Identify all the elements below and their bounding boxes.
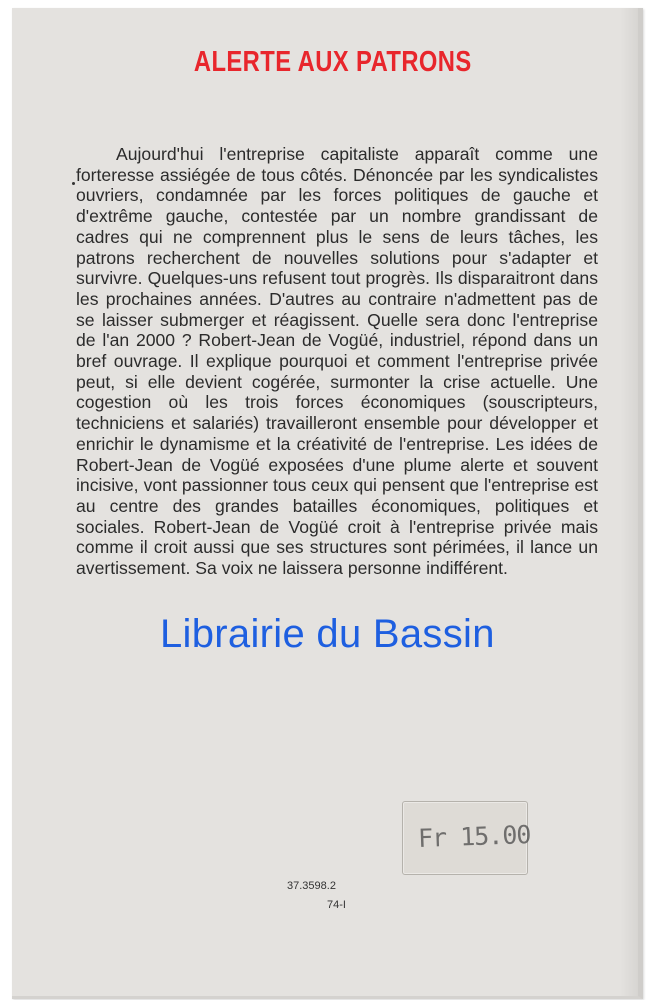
- catalog-code: 37.3598.2: [287, 880, 336, 892]
- bookshop-watermark: Librairie du Bassin: [160, 612, 495, 656]
- book-edge: [620, 8, 638, 996]
- book-title: ALERTE AUX PATRONS: [193, 46, 472, 78]
- print-speck: [72, 182, 75, 185]
- print-code: 74-I: [327, 899, 346, 911]
- price-label: Fr 15.00: [417, 820, 531, 853]
- blurb-paragraph: Aujourd'hui l'entreprise capitaliste apparaît comme une forteresse assiégée de tous côtés. Dénoncée par les syndicalistes ouvriers, condamnée par les forces politiques de gauche et d'extrême gauche, contestée par un nombre grandissant de cadres qui ne comprennent plus le sens de leurs tâches, les patrons recherchent de nouvelles solutions pour s'adapter et survivre. Quelques-uns refusent tout progrès. Ils disparaitront dans les prochaines années. D'autres au contraire n'admettent pas de se laisser submerger et réagissent. Quelle sera donc l'entreprise de l'an 2000 ? Robert-Jean de Vogüé, industriel, répond dans un bref ouvrage. Il explique pourquoi et comment l'entreprise privée peut, si elle devient cogérée, surmonter la crise actuelle. Une cogestion où les trois forces économiques (souscripteurs, techniciens et salariés) travailleront ensemble pour développer et enrichir le dynamisme et la créativité de l'entreprise. Les idées de Robert-Jean de Vogüé exposées d'une plume alerte et souvent incisive, vont passionner tous ceux qui pensent que l'entreprise est au centre des grandes batailles économiques, politiques et sociales. Robert-Jean de Vogüé croit à l'entreprise privée mais comme il croit aussi que ses structures sont périmées, il lance un avertissement. Sa voix ne laissera personne indifférent.: [76, 144, 598, 579]
